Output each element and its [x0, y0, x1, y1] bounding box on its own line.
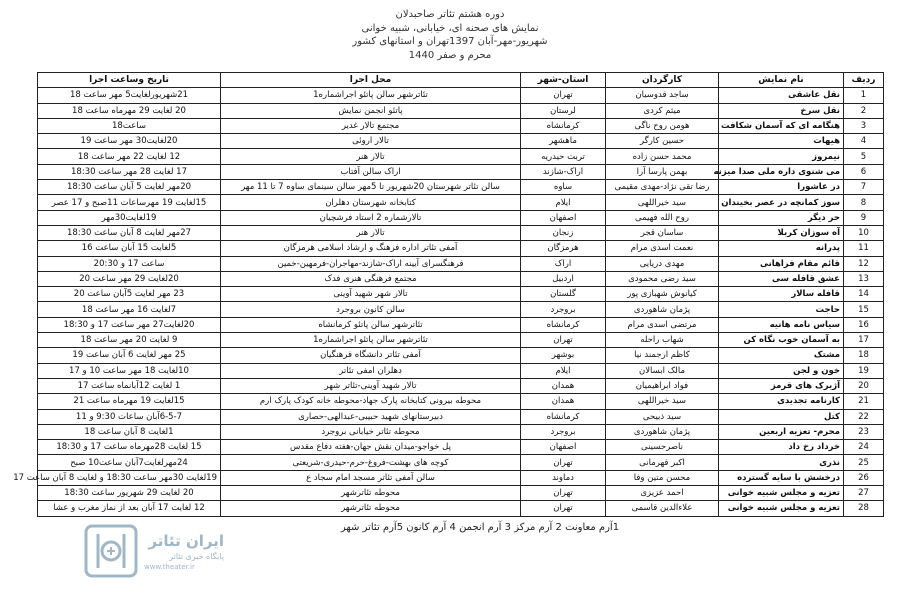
table-row: [38, 164, 884, 179]
table-row: [38, 455, 884, 470]
cell-date: 15لغایت 19 مهرماه ساعت 21: [38, 394, 221, 409]
cell-show-name: سیاس نامه هانیه: [719, 317, 844, 332]
cell-venue: محوطه تئاترشهر: [221, 501, 521, 516]
cell-director: سید خیراللهی: [606, 394, 719, 409]
cell-show-name: به آسمان خوب نگاه کن: [719, 333, 844, 348]
cell-venue: اراک سالن آفتاب: [221, 164, 521, 179]
cell-venue: محوطه بیرونی کتابخانه پارک جهاد-محوطه خانه کودک پارک ارم: [221, 394, 521, 409]
cell-province: ایلام: [521, 363, 606, 378]
cell-number: 8: [844, 195, 884, 210]
cell-show-name: کارنامه تجدیدی: [719, 394, 844, 409]
cell-province: کرمانشاه: [521, 118, 606, 133]
col-header-director: کارگردان: [606, 73, 719, 88]
cell-province: اردبیل: [521, 271, 606, 286]
cell-date: 1لغایت 8 آبان ساعت 18: [38, 424, 221, 439]
cell-province: ایلام: [521, 195, 606, 210]
cell-venue: تالار اروئی: [221, 134, 521, 149]
cell-number: 24: [844, 440, 884, 455]
cell-show-name: نقل عاشقی: [719, 88, 844, 103]
table-row: [38, 287, 884, 302]
cell-show-name: آه سوزان کربلا: [719, 225, 844, 240]
cell-date: ساعت18: [38, 118, 221, 133]
cell-date: 10لغایت 18 مهر ساعت 10 و 17: [38, 363, 221, 378]
table-row: [38, 103, 884, 118]
cell-show-name: نیمروز: [719, 149, 844, 164]
cell-province: کرمانشاه: [521, 317, 606, 332]
cell-number: 11: [844, 241, 884, 256]
cell-province: زنجان: [521, 225, 606, 240]
table-row: [38, 501, 884, 516]
cell-venue: محوطه تئاتر خیابانی بروجرد: [221, 424, 521, 439]
cell-province: بوشهر: [521, 348, 606, 363]
cell-show-name: قافله سالار: [719, 287, 844, 302]
cell-number: 12: [844, 256, 884, 271]
cell-number: 27: [844, 486, 884, 501]
table-row: [38, 180, 884, 195]
cell-show-name: درخشش با سایه گسترده: [719, 470, 844, 485]
cell-director: پژمان شاهوردی: [606, 424, 719, 439]
header-line-2: نمایش های صحنه ای، خیابانی، شبیه خوانی: [361, 22, 539, 34]
logo-text: [144, 532, 224, 571]
cell-province: ماهشهر: [521, 134, 606, 149]
cell-date: 9 لغایت 20 مهر ساعت 18: [38, 333, 221, 348]
cell-date: 6-5-7آبان ساعات 9:30 و 11: [38, 409, 221, 424]
cell-date: 20 لغایت 29 مهرماه ساعت 18: [38, 103, 221, 118]
cell-venue: سالن آمفی تئاتر مسجد امام سجاد ع: [221, 470, 521, 485]
cell-date: 12 لغایت 22 مهر ساعت 18: [38, 149, 221, 164]
cell-venue: آمفی تئاتر اداره فرهنگ و ارشاد اسلامی هرمزگان: [221, 241, 521, 256]
table-header-row: [38, 73, 884, 88]
col-header-venue: محل اجرا: [221, 73, 521, 88]
table-row: [38, 118, 884, 133]
cell-province: لرستان: [521, 103, 606, 118]
cell-number: 15: [844, 302, 884, 317]
cell-show-name: عشق قافله سی: [719, 271, 844, 286]
cell-number: 9: [844, 210, 884, 225]
table-row: [38, 134, 884, 149]
cell-venue: سالن تئاتر شهرستان 20شهریور تا 5مهر سالن سینمای ساوه 7 تا 11 مهر: [221, 180, 521, 195]
cell-date: 1 لغایت 12آبانماه ساعت 17: [38, 378, 221, 393]
table-row: [38, 302, 884, 317]
cell-director: فواد ابراهیمیان: [606, 378, 719, 393]
cell-date: 20مهر لغایت 5 آبان ساعت 18:30: [38, 180, 221, 195]
cell-number: 5: [844, 149, 884, 164]
cell-date: 15لغایت 19 مهرساعات 11صبح و 17 عصر: [38, 195, 221, 210]
cell-date: 20لغایت27 مهر ساعت 17 و 18:30: [38, 317, 221, 332]
cell-province: اصفهان: [521, 210, 606, 225]
cell-number: 14: [844, 287, 884, 302]
cell-venue: سالن کانون بروجرد: [221, 302, 521, 317]
cell-show-name: حاجت: [719, 302, 844, 317]
table-row: [38, 271, 884, 286]
cell-date: 20 لغایت 29 شهریور ساعت 18:30: [38, 486, 221, 501]
cell-show-name: محرم- تعزیه اربعین: [719, 424, 844, 439]
cell-date: 7لغایت 16 مهر ساعت 18: [38, 302, 221, 317]
cell-director: رضا تقی نژاد-مهدی مقیمی: [606, 180, 719, 195]
cell-show-name: هیهات: [719, 134, 844, 149]
cell-director: روح الله فهیمی: [606, 210, 719, 225]
cell-show-name: تعزیه و مجلس شبیه خوانی: [719, 501, 844, 516]
table-row: [38, 317, 884, 332]
cell-show-name: پدرانه: [719, 241, 844, 256]
cell-number: 17: [844, 333, 884, 348]
cell-number: 3: [844, 118, 884, 133]
cell-venue: تالار هنر: [221, 149, 521, 164]
cell-venue: تالار شهید آوینی-تئاتر شهر: [221, 378, 521, 393]
cell-venue: پل خواجو-میدان نقش جهان-هفته دفاع مقدس: [221, 440, 521, 455]
cell-director: هومن روح ناگی: [606, 118, 719, 133]
table-row: [38, 424, 884, 439]
cell-show-name: تعزیه و مجلس شبیه خوانی: [719, 486, 844, 501]
header-line-3: شهریور-مهر-آبان 1397تهران و استانهای کشور: [352, 36, 548, 47]
table-row: [38, 409, 884, 424]
cell-province: تهران: [521, 455, 606, 470]
cell-venue: آمفی تئاتر دانشگاه فرهنگیان: [221, 348, 521, 363]
cell-number: 18: [844, 348, 884, 363]
table-row: [38, 363, 884, 378]
cell-province: تربت حیدریه: [521, 149, 606, 164]
cell-show-name: سوز کمانچه در عصر بخیندان: [719, 195, 844, 210]
cell-director: علاءالدین قاسمی: [606, 501, 719, 516]
cell-date: 23 مهر لغایت 5آبان ساعت 20: [38, 287, 221, 302]
cell-show-name: خون و لجن: [719, 363, 844, 378]
cell-number: 2: [844, 103, 884, 118]
cell-number: 26: [844, 470, 884, 485]
cell-number: 6: [844, 164, 884, 179]
cell-date: 25 مهر لغایت 6 آبان ساعت 19: [38, 348, 221, 363]
cell-province: تهران: [521, 501, 606, 516]
cell-province: اراک-شازند: [521, 164, 606, 179]
header-line-4: محرم و صفر 1440: [408, 49, 492, 61]
cell-number: 19: [844, 363, 884, 378]
cell-date: 21شهریورلغایت5 مهر ساعت 18: [38, 88, 221, 103]
cell-show-name: خرداد رخ داد: [719, 440, 844, 455]
table-row: [38, 470, 884, 485]
cell-director: حسین کارگر: [606, 134, 719, 149]
cell-director: سید خیراللهی: [606, 195, 719, 210]
cell-date: 20لغایت 29 مهر ساعت 20: [38, 271, 221, 286]
cell-show-name: حر دیگر: [719, 210, 844, 225]
cell-number: 25: [844, 455, 884, 470]
cell-show-name: می شنوی داره ملی صدا میزنه: [719, 164, 844, 179]
cell-date: 19لغایت30مهر: [38, 210, 221, 225]
cell-venue: تئاترشهر سالن پاتئو اجراشماره1: [221, 88, 521, 103]
cell-date: 19لغایت 30مهر ساعت 18:30 و لغایت 8 آبان ساعت 17: [38, 470, 221, 485]
document-header: [250, 8, 650, 62]
cell-number: 20: [844, 378, 884, 393]
cell-director: احمد عزیزی: [606, 486, 719, 501]
logo-url: www.theater.ir: [144, 563, 195, 571]
cell-director: محمد حسن زاده: [606, 149, 719, 164]
cell-director: مالک ابسالان: [606, 363, 719, 378]
cell-number: 23: [844, 424, 884, 439]
cell-number: 4: [844, 134, 884, 149]
cell-venue: تالارشماره 2 استاد فرشچیان: [221, 210, 521, 225]
cell-venue: دهلران امفی تئاتر: [221, 363, 521, 378]
cell-date: 24مهرلغایت7آبان ساعت10 صبح: [38, 455, 221, 470]
cell-date: 5لغایت 15 آبان ساعت 16: [38, 241, 221, 256]
cell-date: 20لغایت30 مهر ساعت 19: [38, 134, 221, 149]
cell-number: 16: [844, 317, 884, 332]
cell-province: بروجرد: [521, 302, 606, 317]
cell-province: دماوند: [521, 470, 606, 485]
col-header-province: استان-شهر: [521, 73, 606, 88]
cell-director: کیانوش شهبازی پور: [606, 287, 719, 302]
iran-theater-logo-icon: [80, 520, 142, 582]
cell-show-name: مشتک: [719, 348, 844, 363]
cell-show-name: در عاشورا: [719, 180, 844, 195]
table-row: [38, 256, 884, 271]
cell-director: سید ذبیحی: [606, 409, 719, 424]
cell-venue: فرهنگسرای آیینه اراک-شازند-مهاجران-فرمهین-خمین: [221, 256, 521, 271]
cell-venue: تئاترشهر سالن پاتئو اجراشماره1: [221, 333, 521, 348]
cell-show-name: نذری: [719, 455, 844, 470]
cell-province: تهران: [521, 333, 606, 348]
cell-venue: تالار هنر: [221, 225, 521, 240]
cell-director: نعمت اسدی مرام: [606, 241, 719, 256]
cell-director: پژمان شاهوردی: [606, 302, 719, 317]
table-body: [13, 88, 884, 516]
cell-date: ساعت 17 و 20:30: [38, 256, 221, 271]
cell-venue: محوطه تئاترشهر: [221, 486, 521, 501]
cell-director: ساجد قدوسیان: [606, 88, 719, 103]
cell-province: اصفهان: [521, 440, 606, 455]
cell-province: تهران: [521, 88, 606, 103]
cell-director: کاظم ارجمند نیا: [606, 348, 719, 363]
cell-director: میثم کردی: [606, 103, 719, 118]
cell-province: تهران: [521, 486, 606, 501]
logo-footnote: 1آرم معاونت 2 آرم مرکز 3 آرم انجمن 4 آرم کانون 5آرم تئاتر شهر: [340, 522, 620, 533]
cell-number: 22: [844, 409, 884, 424]
cell-number: 28: [844, 501, 884, 516]
cell-show-name: آژیرک های قرمز: [719, 378, 844, 393]
table-row: [38, 333, 884, 348]
cell-number: 13: [844, 271, 884, 286]
cell-director: اکبر قهرمانی: [606, 455, 719, 470]
header-line-1: دوره هشتم تئاتر صاحبدلان: [395, 9, 505, 20]
cell-date: 15 لغایت 28مهرماه ساعت 17 و 18:30: [38, 440, 221, 455]
table-row: [38, 440, 884, 455]
cell-date: 12 لغایت 17 آبان بعد از نماز مغرب و عشا: [38, 501, 221, 516]
cell-venue: تالار شهر شهید آوینی: [221, 287, 521, 302]
cell-director: مهدی دریایی: [606, 256, 719, 271]
table-row: [38, 149, 884, 164]
cell-show-name: هنگامه ای که آسمان شکافت: [719, 118, 844, 133]
cell-venue: دبیرستانهای شهید حبیبی-عبدالهی-حصاری: [221, 409, 521, 424]
table-row: [38, 394, 884, 409]
cell-director: بهمن پارسا آرا: [606, 164, 719, 179]
cell-show-name: قائم مقام فراهانی: [719, 256, 844, 271]
cell-venue: مجتمع تالار غدیر: [221, 118, 521, 133]
cell-province: اراک: [521, 256, 606, 271]
cell-director: ناصرحسینی: [606, 440, 719, 455]
col-header-date: تاریخ وساعت اجرا: [38, 73, 221, 88]
table-row: [38, 88, 884, 103]
cell-number: 21: [844, 394, 884, 409]
cell-province: بروجرد: [521, 424, 606, 439]
cell-director: مرتضی اسدی مرام: [606, 317, 719, 332]
cell-venue: تئاترشهر سالن پاتئو کرمانشاه: [221, 317, 521, 332]
cell-show-name: نقل سرخ: [719, 103, 844, 118]
cell-director: ساسان قجر: [606, 225, 719, 240]
logo-subtitle: پایگاه خبری تئاتر: [169, 552, 224, 561]
cell-director: شهاب راحله: [606, 333, 719, 348]
table-row: [38, 210, 884, 225]
cell-province: همدان: [521, 394, 606, 409]
cell-venue: مجتمع فرهنگی هنری فدک: [221, 271, 521, 286]
table-row: [38, 486, 884, 501]
col-header-number: ردیف: [844, 73, 884, 88]
schedule-table: [13, 72, 884, 517]
cell-director: سید رضی محمودی: [606, 271, 719, 286]
logo-title: ایران تئاتر: [148, 532, 224, 550]
cell-number: 1: [844, 88, 884, 103]
cell-province: هرمزگان: [521, 241, 606, 256]
table-row: [38, 195, 884, 210]
cell-province: کرمانشاه: [521, 409, 606, 424]
table-row: [38, 241, 884, 256]
cell-show-name: کتل: [719, 409, 844, 424]
cell-venue: کتابخانه شهرستان دهلران: [221, 195, 521, 210]
cell-venue: کوچه های بهشت-فروغ-حرم-حیدری-شریعتی: [221, 455, 521, 470]
table-row: [38, 378, 884, 393]
cell-number: 7: [844, 180, 884, 195]
col-header-show-name: نام نمایش: [719, 73, 844, 88]
cell-number: 10: [844, 225, 884, 240]
cell-province: همدان: [521, 378, 606, 393]
table-row: [38, 348, 884, 363]
cell-province: گلستان: [521, 287, 606, 302]
cell-venue: پاتئو انجمن نمایش: [221, 103, 521, 118]
cell-date: 17 لغایت 28 مهر ساعت 18:30: [38, 164, 221, 179]
cell-director: محسن متین وفا: [606, 470, 719, 485]
table-row: [38, 225, 884, 240]
cell-date: 27مهر لغایت 8 آبان ساعت 18:30: [38, 225, 221, 240]
cell-province: ساوه: [521, 180, 606, 195]
